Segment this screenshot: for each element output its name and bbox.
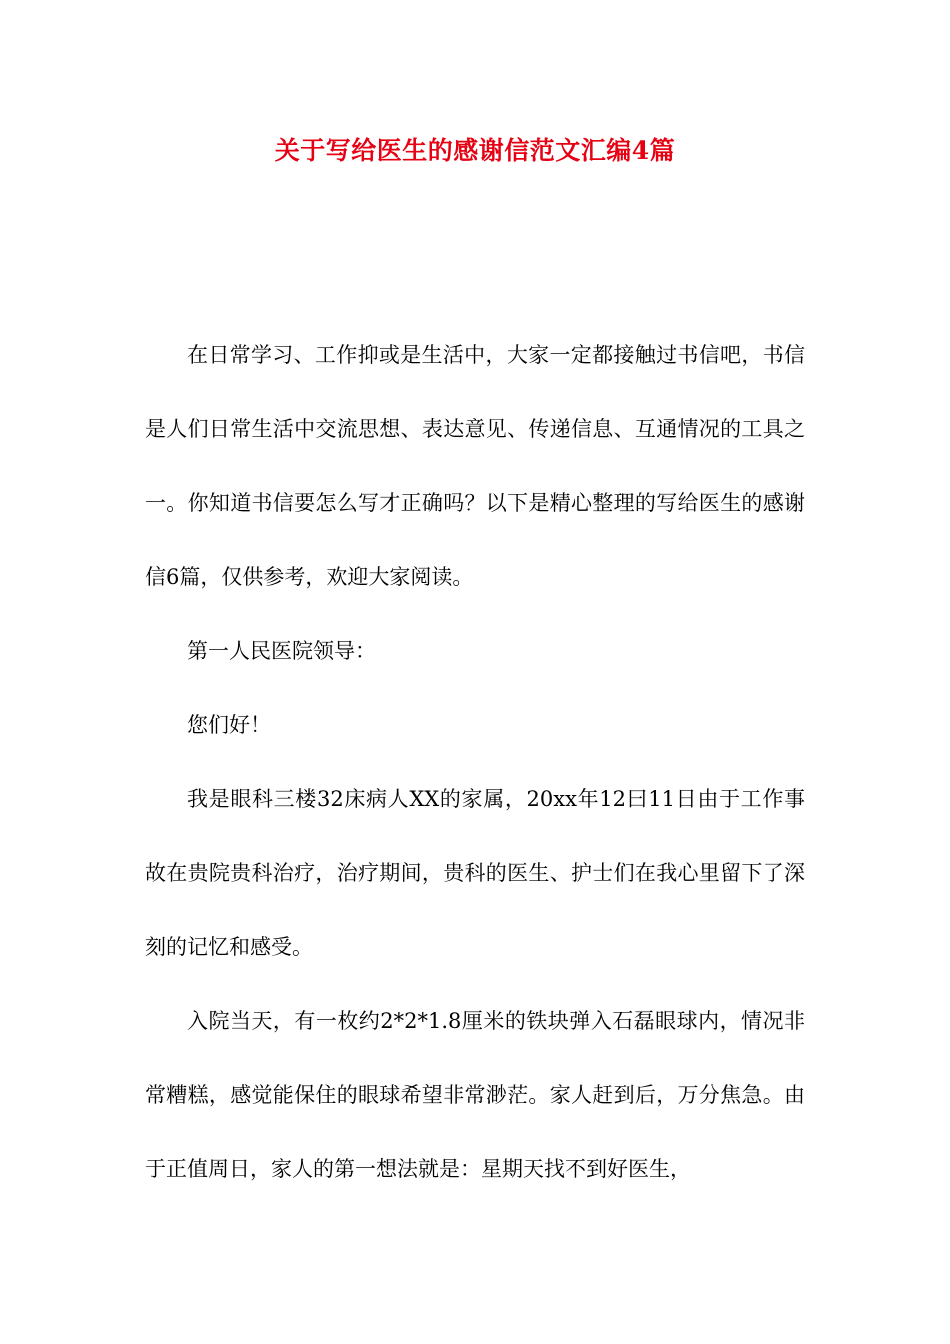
paragraph-intro: 在日常学习、工作抑或是生活中，大家一定都接触过书信吧，书信是人们日常生活中交流思想、表达意见、传递信息、互通情况的工具之一。你知道书信要怎么写才正确吗？以下是精心整理的写给医生的感谢信6篇，仅供参考，欢迎大家阅读。: [145, 343, 805, 589]
paragraph-salutation: 第一人民医院领导：: [187, 639, 376, 663]
document-title: 关于写给医生的感谢信范文汇编4篇: [274, 136, 676, 165]
document-body: [145, 318, 805, 1206]
paragraph-greeting: 您们好！: [187, 713, 271, 737]
paragraph-background: 我是眼科三楼32床病人XX的家属，20xx年12曰11日由于工作事故在贵院贵科治疗，治疗期间，贵科的医生、护士们在我心里留下了深刻的记忆和感受。: [145, 787, 805, 959]
paragraph-admission: 入院当天，有一枚约2*2*1.8厘米的铁块弹入石磊眼球内，情况非常糟糕，感觉能保住的眼球希望非常渺茫。家人赶到后，万分焦急。由于正值周日，家人的第一想法就是：星期天找不到好医生，: [145, 1009, 805, 1181]
